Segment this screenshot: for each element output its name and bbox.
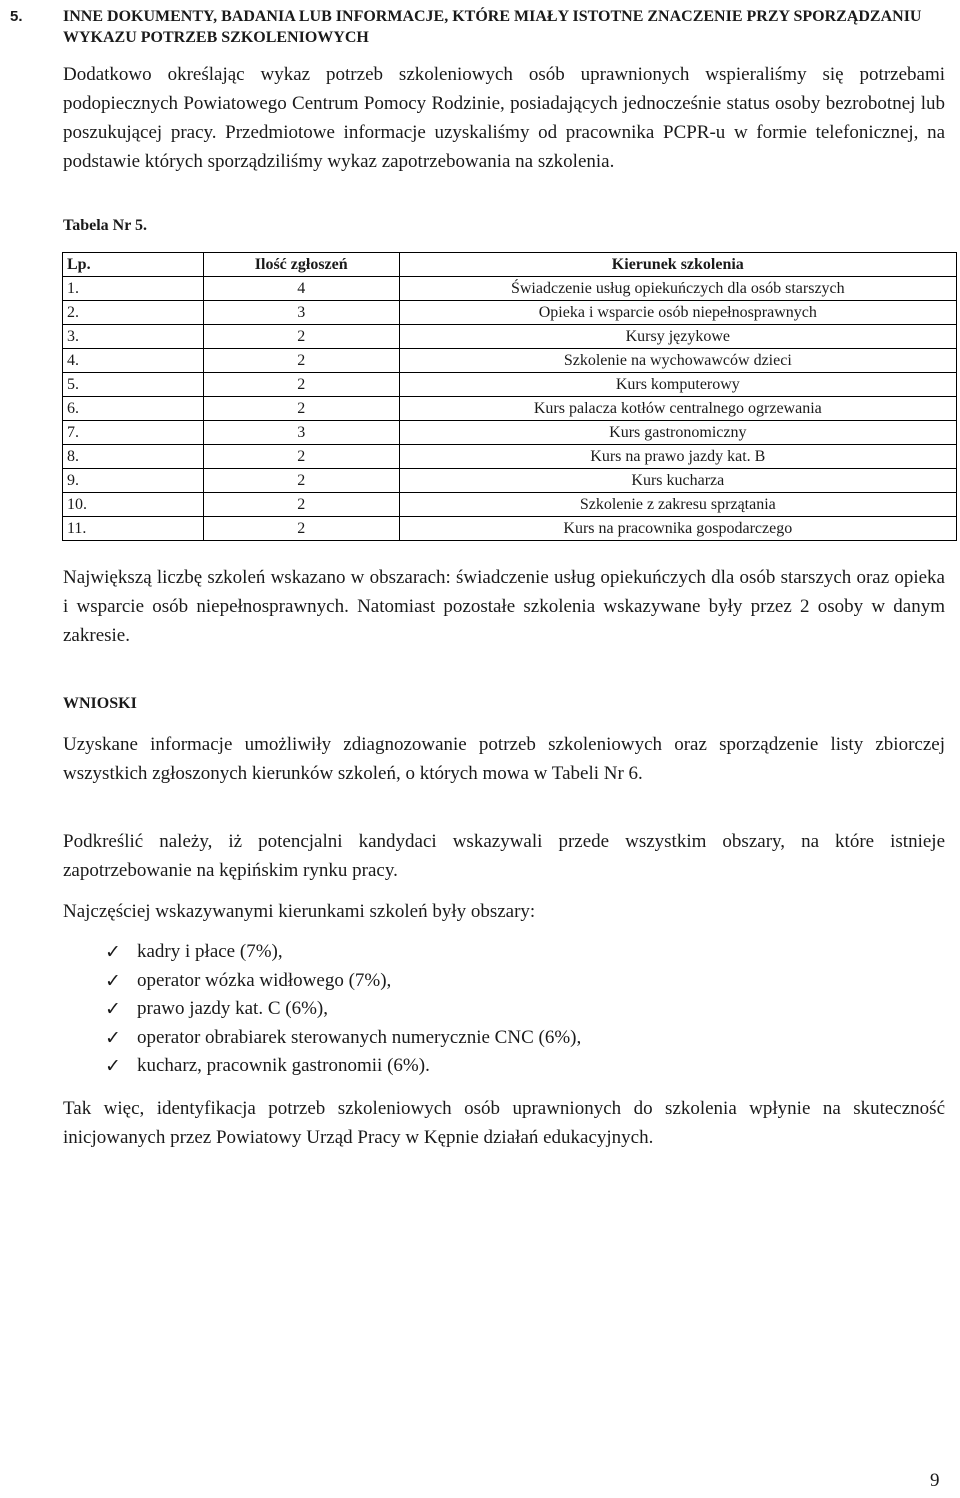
top-directions-list [105, 938, 581, 1081]
table-row [63, 373, 957, 397]
cell-lp: 6. [63, 397, 204, 421]
cell-direction: Kurs na pracownika gospodarczego [399, 517, 956, 541]
cell-direction: Świadczenie usług opiekuńczych dla osób starszych [399, 277, 956, 301]
table-row [63, 325, 957, 349]
cell-direction: Kurs na prawo jazdy kat. B [399, 445, 956, 469]
cell-count: 4 [203, 277, 399, 301]
list-item [105, 1024, 581, 1053]
table-row [63, 349, 957, 373]
checkmark-icon: ✓ [105, 941, 121, 963]
cell-lp: 9. [63, 469, 204, 493]
cell-direction: Kursy językowe [399, 325, 956, 349]
cell-lp: 3. [63, 325, 204, 349]
list-item-text: kucharz, pracownik gastronomii (6%). [137, 1055, 430, 1076]
cell-lp: 2. [63, 301, 204, 325]
section-number: 5. [10, 8, 23, 25]
list-item-text: operator obrabiarek sterowanych numerycznie CNC (6%), [137, 1026, 582, 1048]
table-caption: Tabela Nr 5. [63, 217, 148, 234]
cell-count: 2 [203, 445, 399, 469]
table-row [63, 421, 957, 445]
intro-paragraph: Dodatkowo określając wykaz potrzeb szkoleniowych osób uprawnionych wspieraliśmy się potrzebami podopiecznych Powiatowego Centrum Pomocy Rodzinie, posiadających jednocześnie status osoby bezrobotnej lub poszukującej pracy. Przedmiotowe informacje uzyskaliśmy od pracownika PCPR-u w formie telefonicznej, na podstawie których sporządziliśmy wykaz zapotrzebowania na szkolenia. [63, 64, 945, 172]
header-direction: Kierunek szkolenia [399, 253, 956, 277]
cell-count: 2 [203, 349, 399, 373]
checkmark-icon: ✓ [105, 969, 121, 992]
conclusions-paragraph-1: Uzyskane informacje umożliwiły zdiagnozowanie potrzeb szkoleniowych oraz sporządzenie listy zbiorczej wszystkich zgłoszonych kierunków szkoleń, o których mowa w Tabeli Nr 6. [63, 734, 945, 784]
checkmark-icon: ✓ [105, 1055, 121, 1077]
table-row [63, 517, 957, 541]
list-item [105, 1052, 581, 1081]
cell-lp: 4. [63, 349, 204, 373]
summary-paragraph: Największą liczbę szkoleń wskazano w obszarach: świadczenie usług opiekuńczych dla osób starszych oraz opieka i wsparcie osób niepełnosprawnych. Natomiast pozostałe szkolenia wskazywane były przez 2 osoby w danym zakresie. [63, 567, 945, 646]
table-row [63, 493, 957, 517]
header-lp: Lp. [63, 253, 204, 277]
closing-paragraph: Tak więc, identyfikacja potrzeb szkoleniowych osób uprawnionych do szkolenia wpłynie na skuteczność inicjowanych przez Powiatowy Urząd Pracy w Kępnie działań edukacyjnych. [63, 1098, 945, 1148]
training-table [62, 252, 957, 541]
cell-lp: 8. [63, 445, 204, 469]
cell-lp: 1. [63, 277, 204, 301]
table-row [63, 445, 957, 469]
conclusions-paragraph-3: Najczęściej wskazywanymi kierunkami szkoleń były obszary: [63, 901, 536, 922]
table-row [63, 277, 957, 301]
list-item-text: operator wózka widłowego (7%), [137, 969, 392, 991]
cell-direction: Kurs komputerowy [399, 373, 956, 397]
checkmark-icon: ✓ [105, 1026, 121, 1049]
table-row [63, 301, 957, 325]
cell-direction: Kurs gastronomiczny [399, 421, 956, 445]
list-item [105, 995, 581, 1024]
cell-lp: 5. [63, 373, 204, 397]
cell-lp: 10. [63, 493, 204, 517]
table-header-row [63, 253, 957, 277]
checkmark-icon: ✓ [105, 998, 121, 1020]
cell-lp: 7. [63, 421, 204, 445]
cell-count: 2 [203, 373, 399, 397]
cell-direction: Kurs kucharza [399, 469, 956, 493]
cell-lp: 11. [63, 517, 204, 541]
table-row [63, 397, 957, 421]
cell-direction: Szkolenie na wychowawców dzieci [399, 349, 956, 373]
section-title: INNE DOKUMENTY, BADANIA LUB INFORMACJE, KTÓRE MIAŁY ISTOTNE ZNACZENIE PRZY SPORZĄDZANIU WYKAZU POTRZEB SZKOLENIOWYCH [63, 8, 922, 46]
cell-direction: Kurs palacza kotłów centralnego ogrzewania [399, 397, 956, 421]
header-count: Ilość zgłoszeń [203, 253, 399, 277]
list-item [105, 938, 581, 967]
list-item [105, 967, 581, 996]
cell-direction: Opieka i wsparcie osób niepełnosprawnych [399, 301, 956, 325]
cell-count: 2 [203, 469, 399, 493]
cell-count: 3 [203, 421, 399, 445]
table-row [63, 469, 957, 493]
cell-count: 2 [203, 493, 399, 517]
list-item-text: prawo jazdy kat. C (6%), [137, 998, 328, 1019]
cell-direction: Szkolenie z zakresu sprzątania [399, 493, 956, 517]
list-item-text: kadry i płace (7%), [137, 941, 283, 962]
cell-count: 3 [203, 301, 399, 325]
conclusions-paragraph-2: Podkreślić należy, iż potencjalni kandydaci wskazywali przede wszystkim obszary, na które istnieje zapotrzebowanie na kępińskim rynku pracy. [63, 831, 945, 881]
cell-count: 2 [203, 325, 399, 349]
cell-count: 2 [203, 517, 399, 541]
page-number: 9 [930, 1470, 940, 1491]
conclusions-heading: WNIOSKI [63, 695, 137, 712]
cell-count: 2 [203, 397, 399, 421]
